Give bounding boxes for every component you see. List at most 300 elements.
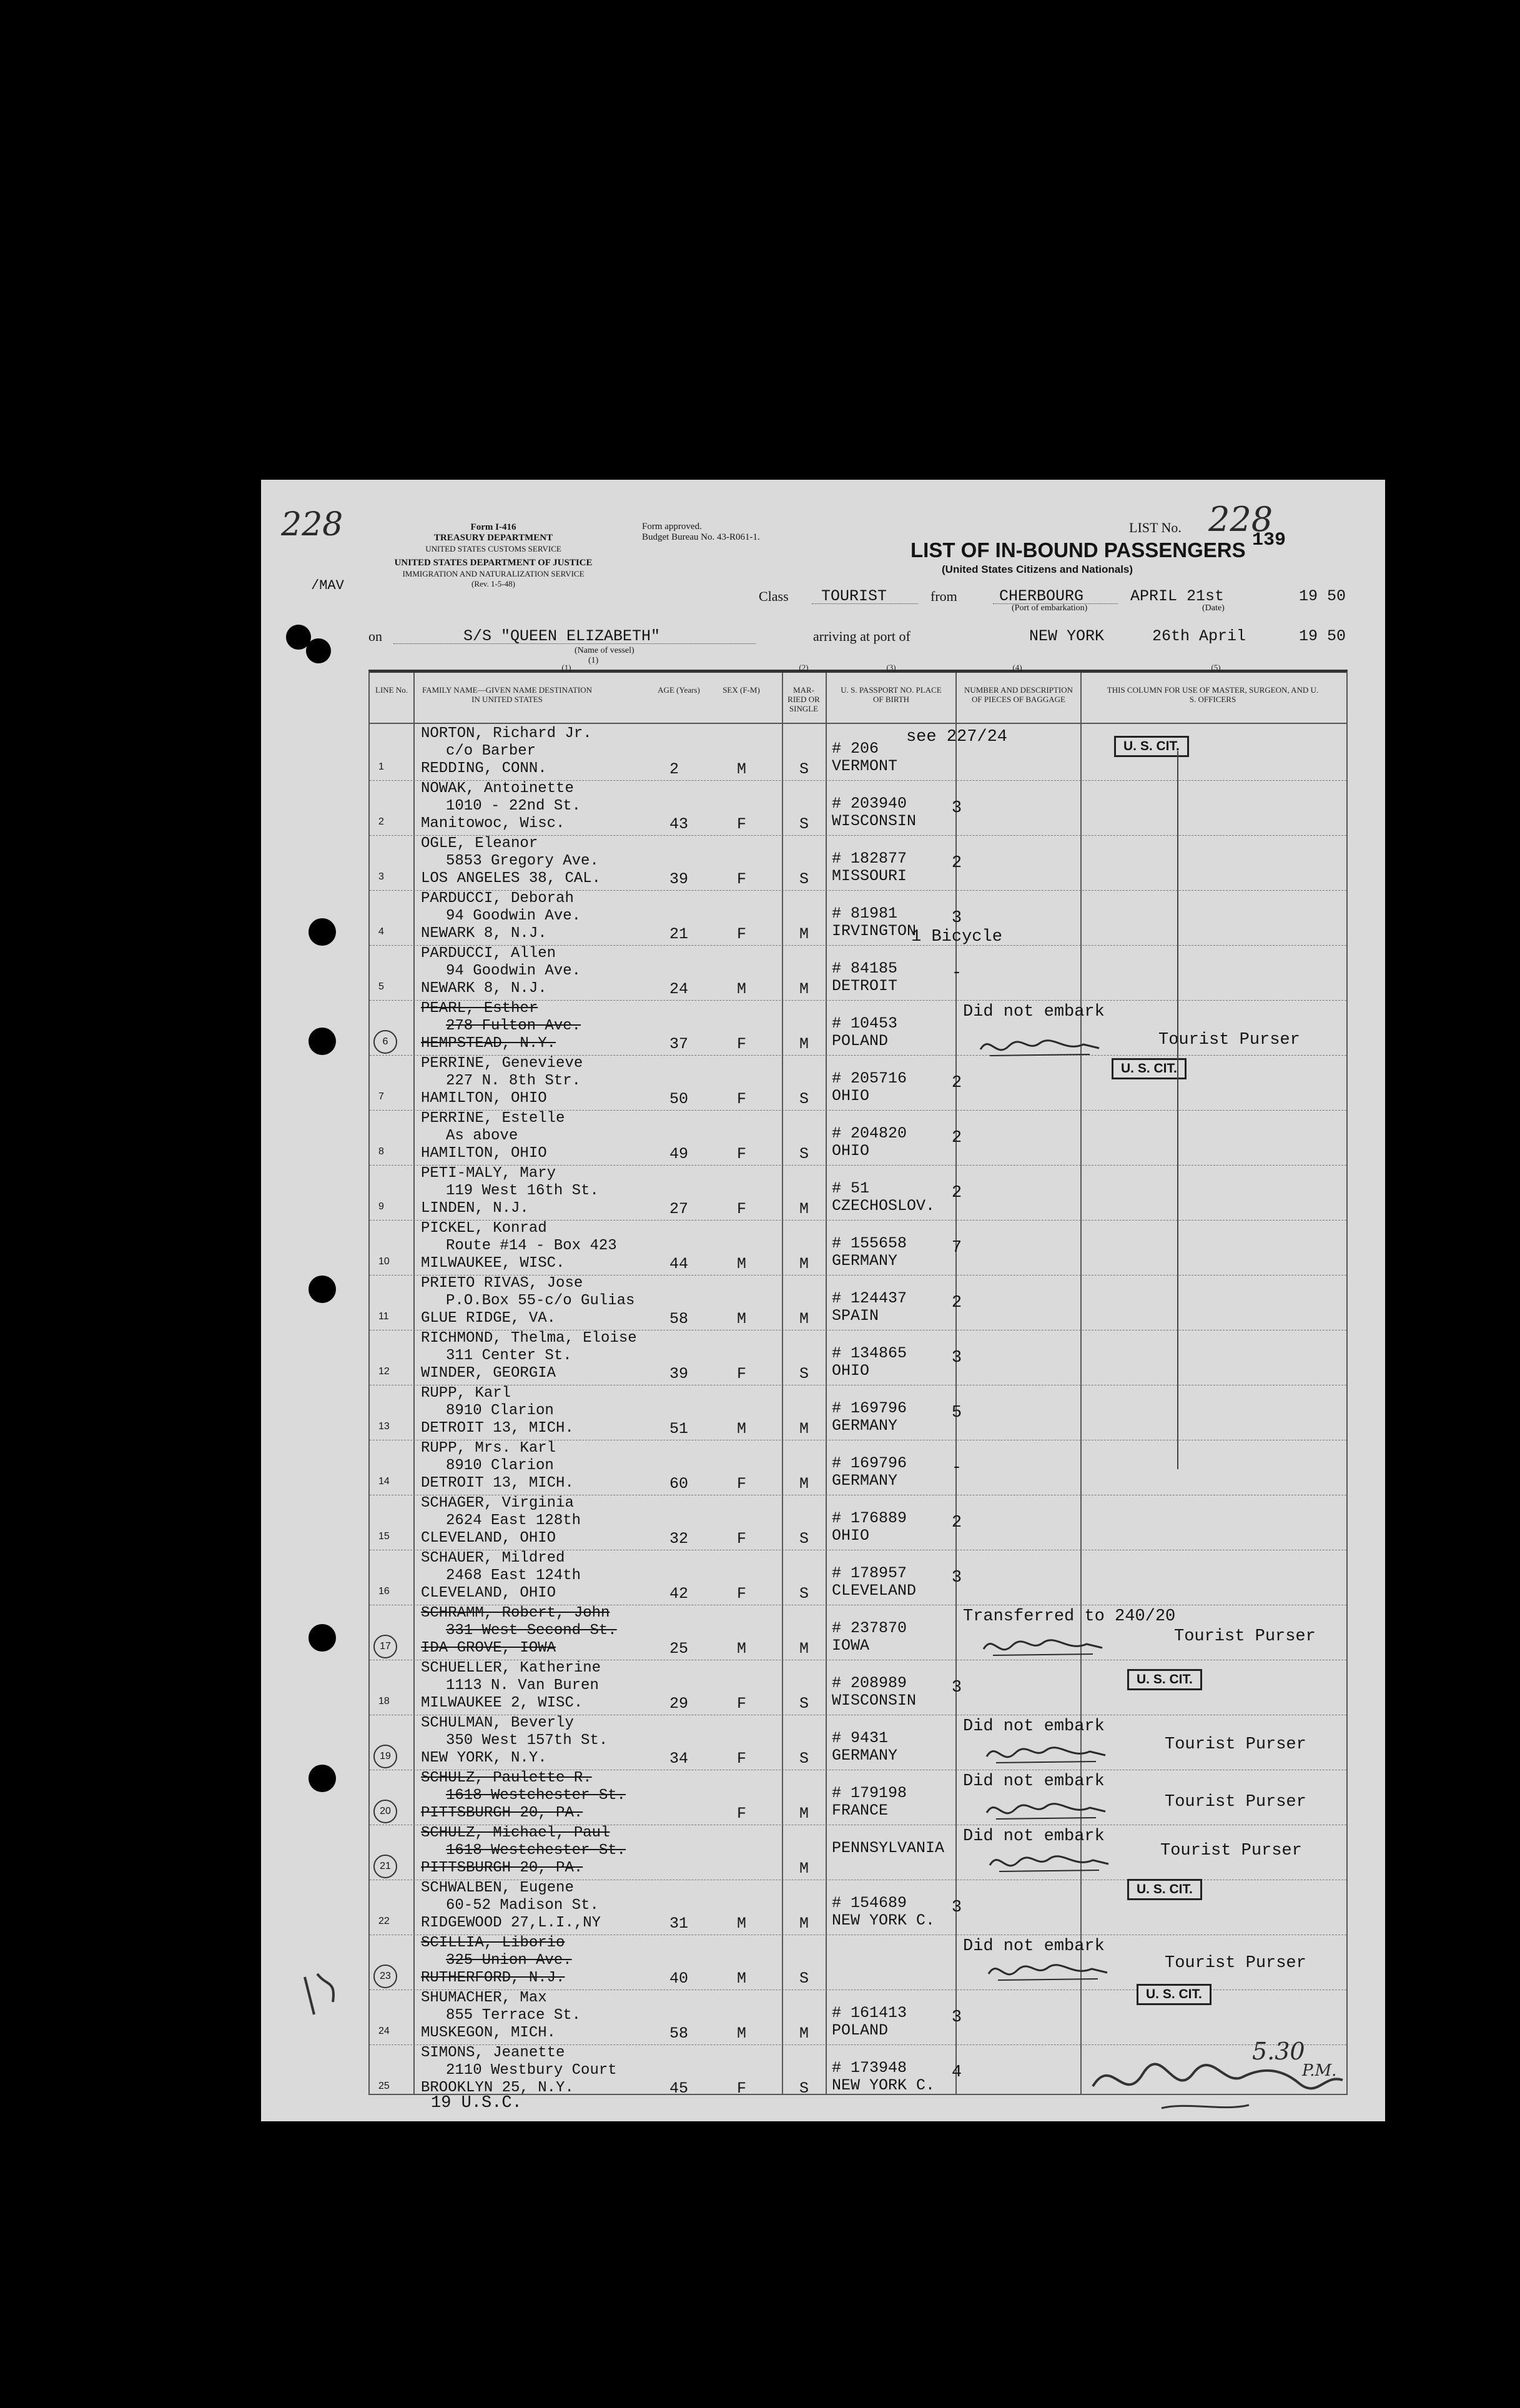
place-of-birth: GERMANY (832, 1417, 898, 1435)
passenger-name: PETI-MALY, Mary (421, 1165, 556, 1182)
place-of-birth: WISCONSIN (832, 1692, 917, 1710)
passenger-name: SCHUELLER, Katherine (421, 1660, 601, 1677)
table-row (370, 890, 1349, 945)
passenger-name: SIMONS, Jeanette (421, 2044, 565, 2061)
tourist-purser-note: Tourist Purser (1174, 1627, 1316, 1646)
baggage: - (951, 964, 962, 983)
marital-status: M (799, 1640, 809, 1658)
line-number: 17 (373, 1635, 397, 1658)
address-line-1: 2624 East 128th (446, 1512, 581, 1529)
passport-number: # 154689 (832, 1894, 907, 1912)
sex: F (737, 1090, 747, 1108)
passenger-name-address (421, 1110, 565, 1162)
baggage: 2 (951, 854, 962, 873)
lower-margin-mark (299, 1965, 342, 2030)
passenger-name-address (421, 1715, 608, 1767)
binder-hole (306, 638, 331, 663)
age: 34 (669, 1750, 689, 1768)
purser-initials (984, 1738, 1108, 1772)
passenger-name-address (421, 1880, 601, 1932)
address-line-1: 1618 Westchester St. (446, 1842, 626, 1859)
age: 44 (669, 1255, 689, 1273)
passenger-name-address (421, 1989, 581, 2042)
col-age: AGE (Years) (658, 685, 700, 695)
sex: F (737, 1750, 747, 1768)
us-citizen-stamp: U. S. CIT. (1127, 1879, 1202, 1900)
line-number: 7 (378, 1091, 384, 1102)
sex: F (737, 1695, 747, 1713)
marital-status: M (799, 1475, 809, 1493)
passenger-name-address (421, 835, 601, 888)
col-num-2: (2) (799, 663, 809, 672)
address-line-2: PITTSBURGH 20, PA. (421, 1805, 583, 1821)
sex: F (737, 2079, 747, 2098)
table-row (370, 780, 1349, 835)
passenger-name: RUPP, Karl (421, 1385, 511, 1402)
document-title: LIST OF IN-BOUND PASSENGERS (911, 538, 1246, 562)
passenger-name: PARDUCCI, Deborah (421, 890, 574, 907)
age: 2 (669, 760, 679, 778)
arrival-year: 19 50 (1299, 627, 1346, 645)
address-line-2: NEWARK 8, N.J. (421, 980, 547, 997)
place-of-birth: GERMANY (832, 1252, 898, 1270)
baggage: see 227/24 (906, 728, 1008, 746)
line-number: 15 (378, 1531, 390, 1542)
passenger-name-address (421, 1000, 581, 1053)
marital-status: M (799, 1420, 809, 1438)
passport-number: # 176889 (832, 1509, 907, 1527)
class-label: Class (759, 588, 789, 604)
corner-code: /MAV (311, 578, 344, 593)
passenger-name: RUPP, Mrs. Karl (421, 1440, 556, 1457)
line-number: 16 (378, 1586, 390, 1597)
document-subtitle: (United States Citizens and Nationals) (942, 563, 1133, 575)
passport-birth (832, 1015, 897, 1050)
binder-hole (308, 918, 336, 946)
marital-status: S (799, 1530, 809, 1548)
marital-status: M (799, 1805, 809, 1823)
address-line-1: 119 West 16th St. (446, 1182, 599, 1199)
passport-number: # 51 (832, 1179, 870, 1197)
baggage: 3 (951, 1568, 962, 1587)
line-number: 18 (378, 1696, 390, 1707)
passenger-name: PEARL, Esther (421, 1000, 538, 1017)
age: 21 (669, 925, 689, 943)
marital-status: S (799, 1750, 809, 1768)
tourist-purser-note: Tourist Purser (1165, 1793, 1306, 1811)
passport-number: # 205716 (832, 1069, 907, 1088)
sex: M (737, 980, 747, 998)
sex: M (737, 1640, 747, 1658)
address-line-2: RIDGEWOOD 27,L.I.,NY (421, 1915, 601, 1931)
table-row (370, 1055, 1349, 1110)
passenger-name-address (421, 1220, 617, 1272)
marital-status: S (799, 1695, 809, 1713)
list-number: 139 (1252, 530, 1286, 551)
passport-number: # 182877 (832, 850, 907, 868)
address-line-2: LINDEN, N.J. (421, 1200, 529, 1217)
place-of-birth: OHIO (832, 1362, 870, 1380)
table-row (370, 1550, 1349, 1605)
place-of-birth: GERMANY (832, 1747, 898, 1765)
marital-status: S (799, 1365, 809, 1383)
baggage: Did not embark (963, 1717, 1105, 1736)
address-line-1: 311 Center St. (446, 1347, 572, 1364)
form-number: Form I-416 (470, 522, 516, 532)
passenger-name-address (421, 780, 581, 833)
address-line-2: MILWAUKEE, WISC. (421, 1255, 565, 1272)
sex: F (737, 1365, 747, 1383)
from-label: from (930, 588, 957, 604)
place-of-birth: VERMONT (832, 757, 898, 775)
marital-status: S (799, 760, 809, 778)
us-citizen-stamp: U. S. CIT. (1112, 1058, 1187, 1079)
sex: F (737, 815, 747, 833)
department-2-sub: IMMIGRATION AND NATURALIZATION SERVICE (402, 569, 585, 578)
address-line-1: 1113 N. Van Buren (446, 1677, 599, 1694)
address-line-2: DETROIT 13, MICH. (421, 1475, 574, 1492)
passenger-name-address (421, 1385, 574, 1437)
passenger-name: RICHMOND, Thelma, Eloise (421, 1330, 637, 1347)
baggage: 4 (951, 2063, 962, 2082)
sex: F (737, 1035, 747, 1053)
address-line-1: 2110 Westbury Court (446, 2062, 617, 2079)
col-officers: THIS COLUMN FOR USE OF MASTER, SURGEON, AND U. S. OFFICERS (1107, 685, 1319, 704)
line-number: 22 (378, 1916, 390, 1926)
address-line-2: WINDER, GEORGIA (421, 1365, 556, 1382)
inspector-signature (1087, 2049, 1349, 2125)
sex: F (737, 870, 747, 888)
sex: F (737, 1805, 747, 1823)
embarkation-year: 19 50 (1299, 587, 1346, 605)
passenger-name-address (421, 1770, 626, 1822)
baggage: Transferred to 240/20 (963, 1607, 1176, 1626)
address-line-1: 8910 Clarion (446, 1457, 554, 1474)
passenger-name: PICKEL, Konrad (421, 1220, 547, 1237)
col-line: LINE No. (375, 685, 408, 695)
embarkation-caption: (Port of embarkation) (1012, 603, 1088, 613)
baggage: 3 (951, 1678, 962, 1697)
marital-status: S (799, 815, 809, 833)
col-num-4: (4) (1012, 663, 1022, 672)
department-1-sub: UNITED STATES CUSTOMS SERVICE (425, 544, 561, 553)
marital-status: S (799, 870, 809, 888)
address-line-2: Manitowoc, Wisc. (421, 815, 565, 832)
marital-status: M (799, 1310, 809, 1328)
address-line-2: IDA GROVE, IOWA (421, 1640, 556, 1657)
baggage: 2 (951, 1294, 962, 1312)
passenger-name-address (421, 1550, 581, 1602)
passenger-name-address (421, 1275, 634, 1327)
sex: M (737, 760, 747, 778)
passport-number: # 179198 (832, 1784, 907, 1802)
table-row (370, 1165, 1349, 1220)
address-line-1: 1010 - 22nd St. (446, 798, 581, 815)
baggage: 2 (951, 1184, 962, 1202)
address-line-1: 60-52 Madison St. (446, 1897, 599, 1914)
marital-status: S (799, 1585, 809, 1603)
address-line-1: 94 Goodwin Ave. (446, 963, 581, 979)
age: 24 (669, 980, 689, 998)
passenger-name-address (421, 2044, 617, 2097)
age: 31 (669, 1915, 689, 1933)
address-line-1: 350 West 157th St. (446, 1732, 608, 1749)
marital-status: M (799, 1035, 809, 1053)
line-number: 6 (373, 1030, 397, 1054)
address-line-2: GLUE RIDGE, VA. (421, 1310, 556, 1327)
baggage: 3 1 Bicycle (911, 909, 1002, 946)
passenger-name-address (421, 725, 592, 778)
passport-number: # 169796 (832, 1399, 907, 1417)
table-row (370, 1495, 1349, 1550)
address-line-1: As above (446, 1127, 518, 1144)
arrival-port: NEW YORK (1029, 627, 1105, 645)
purser-initials (984, 1794, 1108, 1828)
table-row (370, 1275, 1349, 1330)
line-number: 21 (373, 1855, 397, 1878)
age: 58 (669, 1310, 689, 1328)
passenger-name: SCHAGER, Virginia (421, 1495, 574, 1512)
passenger-name-address (421, 1825, 626, 1877)
age: 40 (669, 1970, 689, 1988)
address-line-1: c/o Barber (446, 743, 536, 760)
baggage: Did not embark (963, 1827, 1105, 1846)
place-of-birth: NEW YORK C. (832, 2076, 935, 2094)
address-line-2: NEW YORK, N.Y. (421, 1750, 547, 1766)
passport-number: # 134865 (832, 1344, 907, 1362)
address-line-2: MUSKEGON, MICH. (421, 2024, 556, 2041)
age: 60 (669, 1475, 689, 1493)
sex: M (737, 1420, 747, 1438)
table-row (370, 835, 1349, 890)
address-line-2: REDDING, CONN. (421, 760, 547, 777)
binder-hole (308, 1028, 336, 1055)
passenger-name-address (421, 1605, 617, 1657)
time-annotation: 5.30 (1252, 2038, 1305, 2065)
passenger-name-address (421, 945, 581, 998)
passenger-name: SCHRAMM, Robert, John (421, 1605, 610, 1622)
passport-birth (832, 740, 897, 775)
baggage: Did not embark (963, 1937, 1105, 1956)
address-line-1: 8910 Clarion (446, 1402, 554, 1419)
baggage: 2 (951, 1074, 962, 1093)
age: 42 (669, 1585, 689, 1603)
place-of-birth: DETROIT (832, 977, 898, 995)
passenger-name: PRIETO RIVAS, Jose (421, 1275, 583, 1292)
age: 27 (669, 1200, 689, 1218)
passenger-name: SCHULMAN, Beverly (421, 1715, 574, 1732)
place-of-birth: OHIO (832, 1142, 870, 1160)
col-passport: U. S. PASSPORT NO. PLACE OF BIRTH (841, 685, 942, 704)
marital-status: M (799, 1860, 809, 1878)
passport-birth (832, 960, 897, 995)
sex: F (737, 1145, 747, 1163)
table-row (370, 1330, 1349, 1385)
passport-number: # 208989 (832, 1674, 907, 1692)
address-line-2: MILWAUKEE 2, WISC. (421, 1695, 583, 1712)
line-number: 23 (373, 1965, 397, 1988)
vessel-caption: (Name of vessel) (575, 646, 634, 655)
sex: M (737, 1255, 747, 1273)
address-line-1: 5853 Gregory Ave. (446, 853, 599, 870)
passport-number: # 124437 (832, 1289, 907, 1307)
baggage: Did not embark (963, 1003, 1105, 1021)
line-number: 14 (378, 1476, 390, 1487)
place-of-birth: WISCONSIN (832, 812, 917, 830)
passenger-name: PARDUCCI, Allen (421, 945, 556, 962)
passport-number: # 84185 (832, 959, 898, 978)
place-of-birth: PENNSYLVANIA (832, 1839, 945, 1857)
passport-number: # 10453 (832, 1014, 898, 1033)
place-of-birth: GERMANY (832, 1472, 898, 1490)
form-approved: Form approved. (642, 522, 702, 532)
passport-number: # 9431 (832, 1729, 889, 1747)
line-number: 10 (378, 1256, 390, 1267)
embarkation-port: CHERBOURG (999, 587, 1084, 605)
address-line-1: 2468 East 124th (446, 1567, 581, 1584)
place-of-birth: CLEVELAND (832, 1582, 917, 1600)
table-row (370, 1385, 1349, 1440)
address-line-1: 227 N. 8th Str. (446, 1073, 581, 1089)
passport-number: # 206 (832, 740, 879, 758)
place-of-birth: FRANCE (832, 1801, 889, 1820)
address-line-1: 331 West Second St. (446, 1622, 617, 1639)
binder-hole (308, 1765, 336, 1792)
passenger-name: SCHWALBEN, Eugene (421, 1880, 574, 1896)
table-row (370, 945, 1349, 1000)
address-line-2: PITTSBURGH 20, PA. (421, 1860, 583, 1876)
place-of-birth: OHIO (832, 1527, 870, 1545)
passenger-name-address (421, 1055, 583, 1107)
signature-scribble (1087, 2049, 1349, 2118)
age: 39 (669, 870, 689, 888)
place-of-birth: NEW YORK C. (832, 1911, 935, 1930)
sex: M (737, 1310, 747, 1328)
class-value: TOURIST (821, 587, 887, 605)
address-line-2: BROOKLYN 25, N.Y. (421, 2079, 574, 2096)
marital-status: S (799, 1970, 809, 1988)
address-line-2: HAMILTON, OHIO (421, 1145, 547, 1162)
list-number-handwritten: 228 (1208, 500, 1273, 539)
us-citizen-stamp: U. S. CIT. (1127, 1669, 1202, 1690)
sex: F (737, 925, 747, 943)
passport-number: # 204820 (832, 1124, 907, 1142)
age: 50 (669, 1090, 689, 1108)
place-of-birth: SPAIN (832, 1307, 879, 1325)
footer-statute: 19 U.S.C. (431, 2094, 522, 2113)
place-of-birth: OHIO (832, 1087, 870, 1105)
passport-number: # 169796 (832, 1454, 907, 1472)
baggage: - (951, 1459, 962, 1477)
passport-number: # 178957 (832, 1564, 907, 1582)
passport-birth (832, 1840, 944, 1857)
passenger-name-address (421, 1330, 637, 1382)
passenger-name-address (421, 1440, 574, 1492)
table-row (370, 1220, 1349, 1275)
marital-status: S (799, 2079, 809, 2098)
passenger-name: OGLE, Eleanor (421, 835, 538, 852)
line-number: 9 (378, 1201, 384, 1212)
us-citizen-stamp: U. S. CIT. (1114, 736, 1189, 757)
department-2: UNITED STATES DEPARTMENT OF JUSTICE (394, 558, 593, 568)
passenger-name-address (421, 1495, 581, 1547)
baggage: 2 (951, 1514, 962, 1532)
list-number-label: LIST No. (1129, 520, 1182, 535)
line-number: 13 (378, 1421, 390, 1432)
baggage: Did not embark (963, 1772, 1105, 1791)
sex: M (737, 1915, 747, 1933)
passenger-name-address (421, 1165, 599, 1217)
passport-number: # 203940 (832, 795, 907, 813)
tourist-purser-note: Tourist Purser (1165, 1954, 1306, 1973)
age: 43 (669, 815, 689, 833)
table-row (370, 1110, 1349, 1165)
col-num-1: (1) (561, 663, 571, 672)
col-num-5: (5) (1211, 663, 1221, 672)
line-number: 24 (378, 2026, 390, 2036)
age: 49 (669, 1145, 689, 1163)
line-number: 5 (378, 981, 384, 992)
line-number: 3 (378, 871, 384, 882)
baggage: 5 (951, 1404, 962, 1422)
passport-number: # 161413 (832, 2004, 907, 2022)
age: 39 (669, 1365, 689, 1383)
line-number: 20 (373, 1800, 397, 1823)
marital-status: M (799, 1255, 809, 1273)
passport-birth (832, 1785, 907, 1820)
age: 32 (669, 1530, 689, 1548)
marital-status: M (799, 925, 809, 943)
address-line-1: 94 Goodwin Ave. (446, 908, 581, 924)
sex: M (737, 1970, 747, 1988)
age: 45 (669, 2079, 689, 2098)
baggage: 3 (951, 799, 962, 818)
col-baggage: NUMBER AND DESCRIPTION OF PIECES OF BAGGAGE (964, 685, 1073, 704)
passenger-name: PERRINE, Genevieve (421, 1055, 583, 1072)
passenger-name-address (421, 890, 581, 943)
sex: F (737, 1475, 747, 1493)
line-number: 4 (378, 926, 384, 937)
place-of-birth: CZECHOSLOV. (832, 1197, 935, 1215)
tourist-purser-note: Tourist Purser (1158, 1031, 1300, 1049)
baggage: 3 (951, 1349, 962, 1367)
age: 51 (669, 1420, 689, 1438)
marital-status: M (799, 1200, 809, 1218)
age: 25 (669, 1640, 689, 1658)
passenger-name: SCHAUER, Mildred (421, 1550, 565, 1567)
vessel-column-number: (1) (588, 656, 599, 665)
place-of-birth: POLAND (832, 2021, 889, 2039)
purser-initials (980, 1630, 1105, 1665)
passenger-name: NOWAK, Antoinette (421, 780, 574, 797)
baggage: 2 (951, 1129, 962, 1147)
budget-bureau: Budget Bureau No. 43-R061-1. (642, 532, 760, 542)
passenger-name-address (421, 1935, 572, 1987)
address-line-2: CLEVELAND, OHIO (421, 1585, 556, 1602)
date-caption: (Date) (1202, 603, 1225, 613)
sex: M (737, 2024, 747, 2043)
marital-status: S (799, 1145, 809, 1163)
marital-status: M (799, 1915, 809, 1933)
address-line-2: HAMILTON, OHIO (421, 1090, 547, 1107)
address-line-1: 855 Terrace St. (446, 2007, 581, 2024)
passport-number: # 155658 (832, 1234, 907, 1252)
corner-handwritten-number: 228 (281, 506, 343, 543)
col-married: MAR-RIED OR SINGLE (787, 685, 820, 713)
address-line-2: CLEVELAND, OHIO (421, 1530, 556, 1547)
line-number: 1 (378, 761, 384, 772)
table-row (370, 1440, 1349, 1495)
